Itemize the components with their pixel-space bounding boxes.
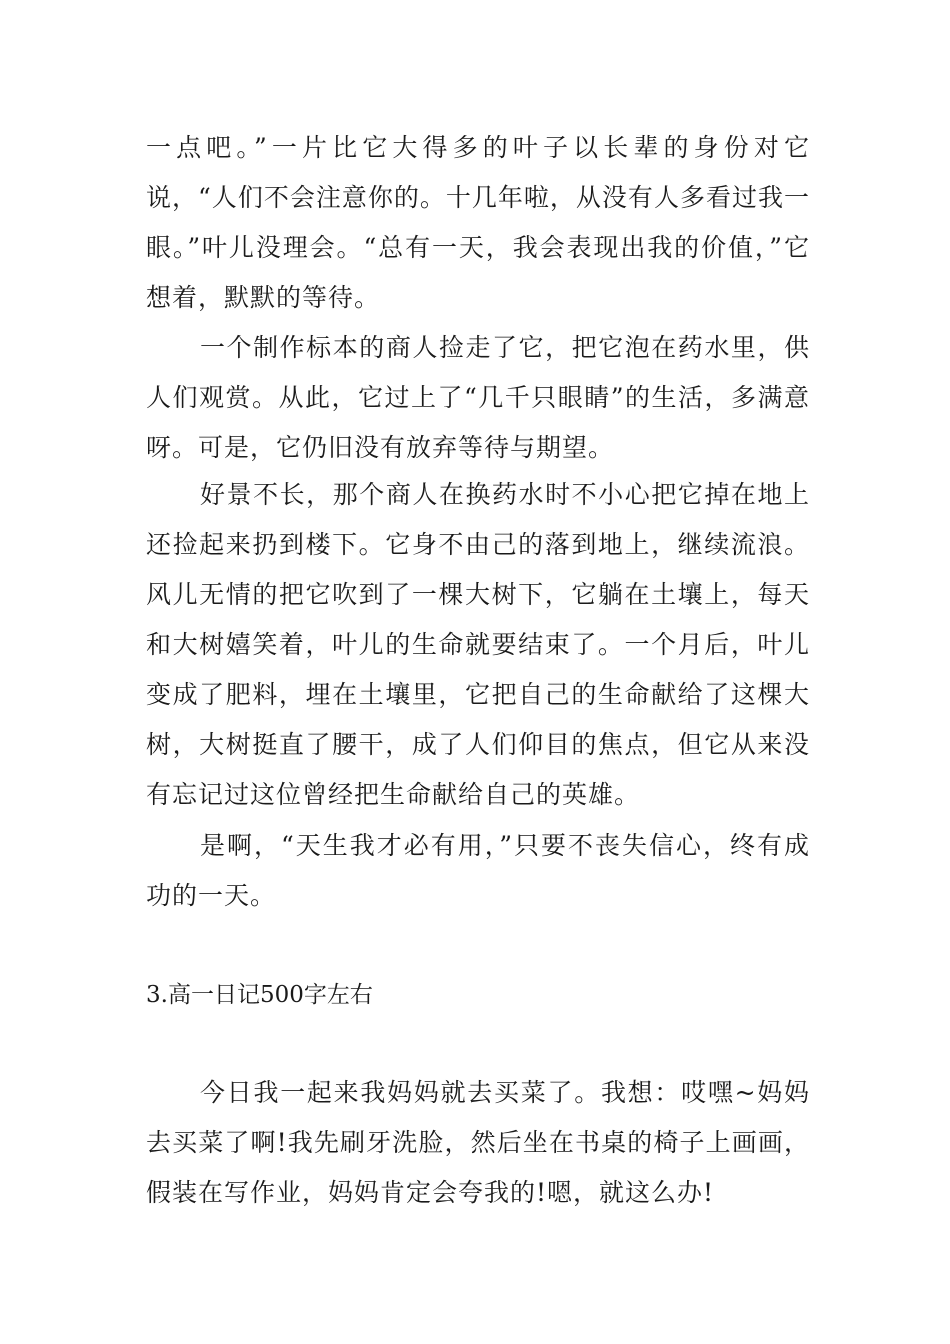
paragraph-continuation: 一点吧。”一片比它大得多的叶子以长辈的身份对它说，“人们不会注意你的。十几年啦，从没有人多看过我一眼。”叶儿没理会。“总有一天，我会表现出我的价值，”它想着，默默的等待。 [146,133,810,312]
section-heading: 3.高一日记500字左右 [146,982,373,1008]
paragraph-conclusion: 是啊，“天生我才必有用，”只要不丧失信心，终有成功的一天。 [146,831,810,910]
paragraph-specimen-merchant: 一个制作标本的商人捡走了它，把它泡在药水里，供人们观赏。从此，它过上了“几千只眼睛”的生活，多满意呀。可是，它仍旧没有放弃等待与期望。 [146,333,810,462]
paragraph-good-times: 好景不长，那个商人在换药水时不小心把它掉在地上还捡起来扔到楼下。它身不由己的落到地上，继续流浪。风儿无情的把它吹到了一棵大树下，它躺在土壤上，每天和大树嬉笑着，叶儿的生命就要结束了。一个月后，叶儿变成了肥料，埋在土壤里，它把自己的生命献给了这棵大树，大树挺直了腰干，成了人们仰目的焦点，但它从来没有忘记过这位曾经把生命献给自己的英雄。 [146,480,810,809]
paragraph-diary: 今日我一起来我妈妈就去买菜了。我想：哎嘿~妈妈去买菜了啊!我先刷牙洗脸，然后坐在书桌的椅子上画画，假装在写作业，妈妈肯定会夸我的!嗯，就这么办! [146,1078,810,1207]
